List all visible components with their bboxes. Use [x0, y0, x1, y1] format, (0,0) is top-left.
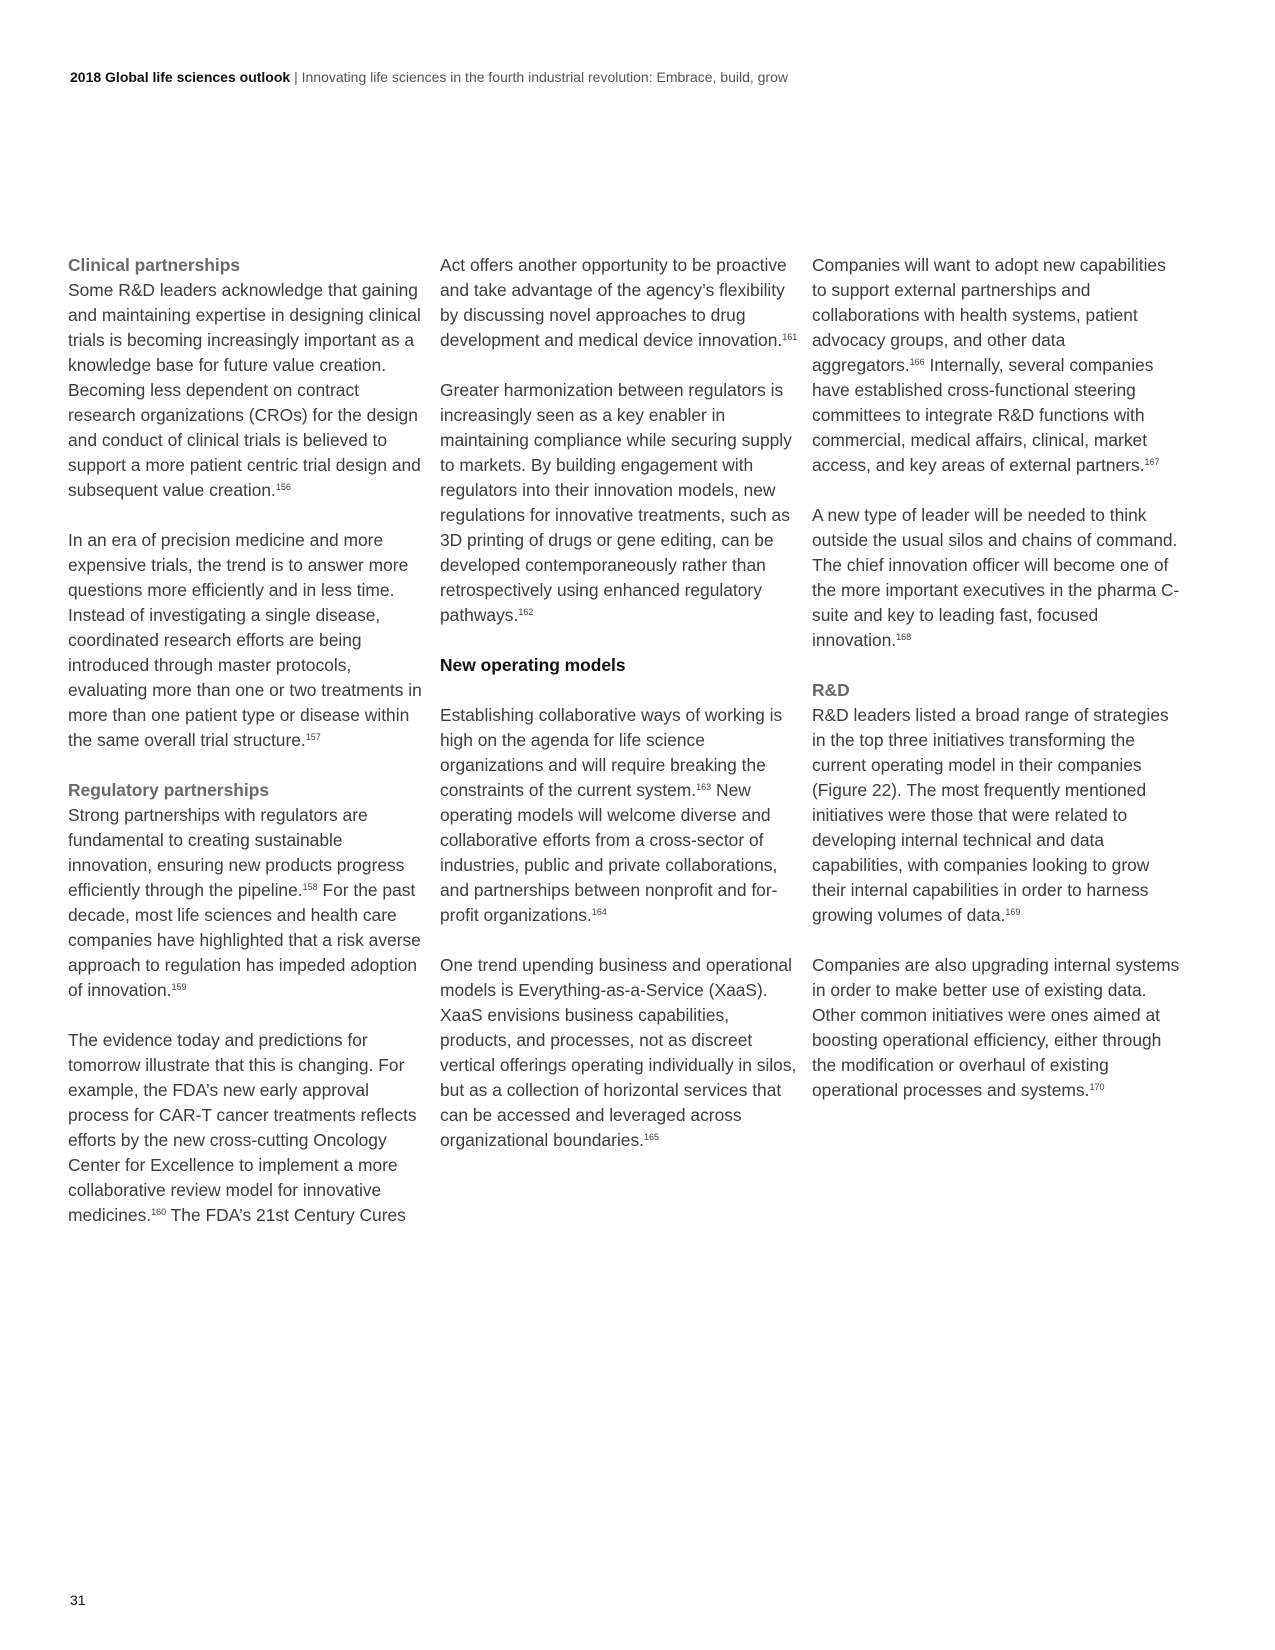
footnote-ref: 167 — [1144, 457, 1160, 467]
paragraph: Establishing collaborative ways of working is high on the agenda for life science organizations and will require breaking the constraints of the current system.$^{163}$ New operating models will welcome diverse and collaborative efforts from a cross-sector of industries, public and private collaborations, and partnerships between nonprofit and for-profit organizations.$^{164}$ — [440, 705, 783, 925]
column-3 — [812, 253, 1182, 1103]
footnote-ref: 165 — [644, 1132, 660, 1142]
paragraph: Companies will want to adopt new capabilities to support external partnerships and collaborations with health systems, patient advocacy groups, and other data aggregators.$^{166}$ Internally, several companies have established cross-functional steering committees to integrate R&D functions with commercial, medical affairs, clinical, market access, and key areas of external partners.$^{167}$ — [812, 255, 1166, 475]
heading-new-operating-models: New operating models — [440, 655, 626, 675]
paragraph: R&D leaders listed a broad range of strategies in the top three initiatives transforming the current operating model in their companies (Figure 22). The most frequently mentioned initiatives were those that were related to developing internal technical and data capabilities, with companies looking to grow their internal capabilities in order to harness growing volumes of data.$^{169}$ — [812, 705, 1169, 925]
paragraph: Some R&D leaders acknowledge that gaining and maintaining expertise in designing clinical trials is becoming increasingly important as a knowledge base for future value creation. Becoming less dependent on contract research organizations (CROs) for the design and conduct of clinical trials is believed to support a more patient centric trial design and subsequent value creation.$^{156}$ — [68, 280, 421, 500]
paragraph: The evidence today and predictions for tomorrow illustrate that this is changing. For example, the FDA’s new early approval process for CAR-T cancer treatments reflects efforts by the new cross-cutting Oncology Center for Excellence to implement a more collaborative review model for innovative medicines.$^{160}$ The FDA’s 21st Century Cures — [68, 1030, 417, 1225]
footnote-ref: 170 — [1089, 1082, 1105, 1092]
paragraph: Strong partnerships with regulators are fundamental to creating sustainable innovation, ensuring new products progress efficiently through the pipeline.$^{158}$ For the past decade, most life sciences and health care companies have highlighted that a risk averse approach to regulation has impeded adoption of innovation.$^{159}$ — [68, 805, 421, 1000]
heading-clinical-partnerships: Clinical partnerships — [68, 255, 241, 275]
heading-regulatory-partnerships: Regulatory partnerships — [68, 780, 270, 800]
paragraph: A new type of leader will be needed to think outside the usual silos and chains of command. The chief innovation officer will become one of the more important executives in the pharma C-suite and key to leading fast, focused innovation.$^{168}$ — [812, 505, 1180, 650]
footnote-ref: 169 — [1005, 907, 1021, 917]
column-1 — [68, 253, 430, 1228]
footnote-ref: 160 — [151, 1207, 167, 1217]
paragraph: In an era of precision medicine and more expensive trials, the trend is to answer more questions more efficiently and in less time. Instead of investigating a single disease, coordinated research efforts are being introduced through master protocols, evaluating more than one or two treatments in more than one patient type or disease within the same overall trial structure.$^{157}$ — [68, 530, 422, 750]
paragraph: Greater harmonization between regulators is increasingly seen as a key enabler in maintaining compliance while securing supply to markets. By building engagement with regulators into their innovation models, new regulations for innovative treatments, such as 3D printing of drugs or gene editing, can be developed contemporaneously rather than retrospectively using enhanced regulatory pathways.$^{162}$ — [440, 380, 792, 625]
heading-rd: R&D — [812, 680, 850, 700]
paragraph: Companies are also upgrading internal systems in order to make better use of existing data. Other common initiatives were ones aimed at boosting operational efficiency, either through the modification or overhaul of existing operational processes and systems.$^{170}$ — [812, 955, 1180, 1100]
header-title: 2018 Global life sciences outlook — [70, 69, 291, 85]
paragraph: One trend upending business and operational models is Everything-as-a-Service (XaaS). XaaS envisions business capabilities, products, and processes, not as discreet vertical offerings operating individually in silos, but as a collection of horizontal services that can be accessed and leveraged across organizational boundaries.$^{165}$ — [440, 955, 797, 1150]
footnote-ref: 162 — [518, 607, 534, 617]
page-number: 31 — [70, 1592, 86, 1608]
footnote-ref: 166 — [909, 357, 925, 367]
footnote-ref: 168 — [896, 632, 912, 642]
footnote-ref: 157 — [305, 732, 321, 742]
footnote-ref: 163 — [696, 782, 712, 792]
footnote-ref: 159 — [171, 982, 187, 992]
footnote-ref: 164 — [591, 907, 607, 917]
footnote-ref: 161 — [782, 332, 798, 342]
header-subtitle: Innovating life sciences in the fourth industrial revolution: Embrace, build, grow — [301, 69, 788, 85]
footnote-ref: 158 — [302, 882, 318, 892]
running-header — [70, 68, 788, 86]
header-separator: | — [290, 69, 302, 85]
paragraph: Act offers another opportunity to be proactive and take advantage of the agency’s flexibility by discussing novel approaches to drug development and medical device innovation.$^{161}$ — [440, 255, 798, 350]
footnote-ref: 156 — [275, 482, 291, 492]
column-2 — [440, 253, 802, 1153]
